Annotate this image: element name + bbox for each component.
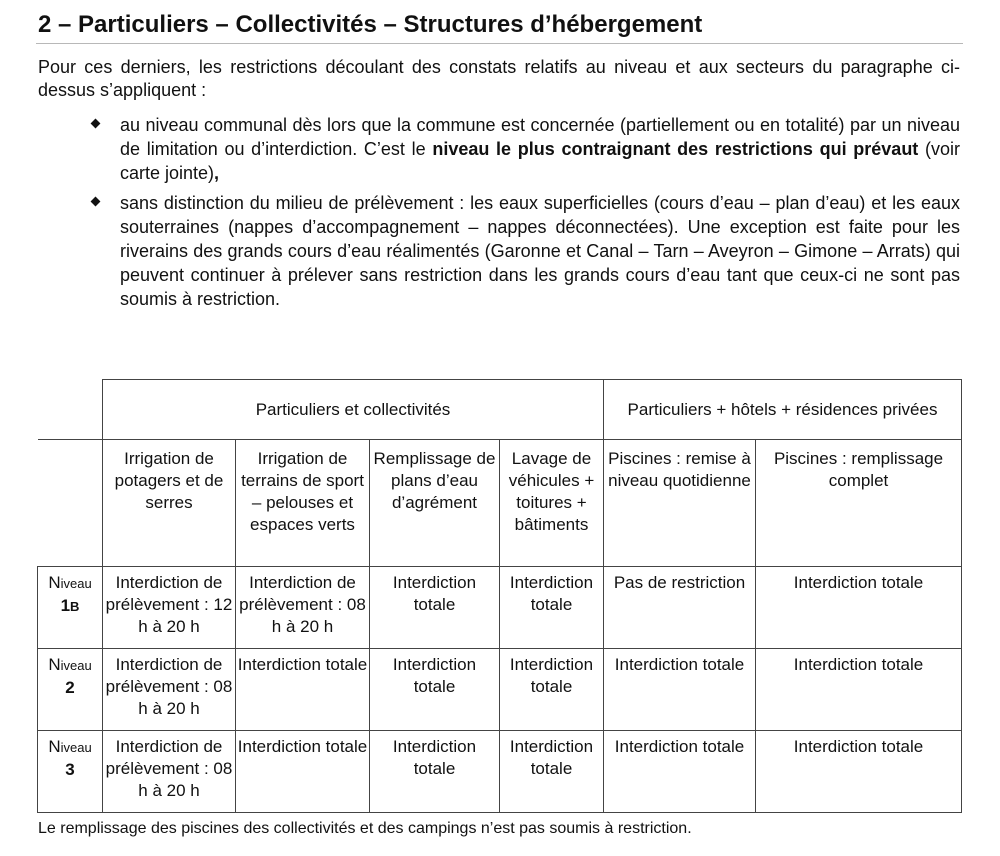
table-cell: Interdiction totale [500, 649, 604, 731]
table-row [38, 731, 962, 813]
column-header: Piscines : remise à niveau quotidienne [604, 440, 756, 567]
level-word-rest: iveau [60, 576, 92, 591]
diamond-bullet-icon [91, 119, 101, 129]
table-cell: Interdiction totale [756, 649, 962, 731]
level-number [38, 677, 102, 699]
section-heading: 2 – Particuliers – Collectivités – Structures d’hébergement [38, 11, 703, 38]
column-header: Lavage de véhicules + toitures + bâtiments [500, 440, 604, 567]
table-header-row [38, 440, 962, 567]
level-label [38, 567, 103, 649]
group-header-hotels: Particuliers + hôtels + résidences privées [604, 380, 962, 440]
intro-paragraph: Pour ces derniers, les restrictions découlant des constats relatifs au niveau et aux secteurs du paragraphe ci-dessus s’appliquent : [38, 57, 960, 100]
table-cell: Interdiction totale [500, 731, 604, 813]
level-label [38, 731, 103, 813]
diamond-bullet-icon [91, 197, 101, 207]
column-header: Piscines : remplissage complet [756, 440, 962, 567]
level-number-value: 1 [60, 596, 71, 615]
bullet-text-trailing-comma: , [214, 163, 220, 183]
level-word-initial: N [48, 737, 61, 756]
table-cell: Interdiction de prélèvement : 12 h à 20 h [103, 567, 236, 649]
table-cell: Interdiction de prélèvement : 08 h à 20 h [103, 649, 236, 731]
bullet-text-part: au niveau communal dès lors que la commune est concernée (partiellement ou en totalité) par un niveau de limitation ou d’interdiction. C’est le [120, 115, 960, 159]
table-group-row [38, 380, 962, 440]
table-cell: Interdiction totale [236, 649, 370, 731]
restrictions-table [37, 379, 962, 813]
footnote: Le remplissage des piscines des collectivités et des campings n’est pas soumis à restriction. [38, 820, 692, 837]
table-cell: Interdiction totale [370, 567, 500, 649]
column-header: Irrigation de potagers et de serres [103, 440, 236, 567]
table-corner-cell [38, 440, 103, 567]
bullet-text-emphasis: niveau le plus contraignant des restrictions qui prévaut [432, 139, 919, 159]
level-word [38, 572, 102, 595]
table-cell: Interdiction totale [604, 731, 756, 813]
bullet-text-part: (voir carte jointe) [120, 139, 961, 183]
column-header: Irrigation de terrains de sport – pelouses et espaces verts [236, 440, 370, 567]
group-header-particuliers: Particuliers et collectivités [103, 380, 604, 440]
table-cell: Interdiction de prélèvement : 08 h à 20 h [103, 731, 236, 813]
level-word-rest: iveau [60, 740, 92, 755]
level-word-initial: N [48, 655, 61, 674]
table-cell: Interdiction totale [370, 731, 500, 813]
table-row [38, 649, 962, 731]
column-header: Remplissage de plans d’eau d’agrément [370, 440, 500, 567]
table-cell: Interdiction totale [500, 567, 604, 649]
table-row [38, 567, 962, 649]
bullet-text [120, 115, 960, 183]
table-cell: Interdiction totale [370, 649, 500, 731]
table-corner-cell [38, 380, 103, 440]
level-word-initial: N [48, 573, 61, 592]
table-cell: Interdiction totale [236, 731, 370, 813]
table-cell: Pas de restriction [604, 567, 756, 649]
table-cell: Interdiction de prélèvement : 08 h à 20 h [236, 567, 370, 649]
level-label [38, 649, 103, 731]
bullet-list [38, 113, 960, 317]
level-number [38, 759, 102, 781]
bullet-item [38, 113, 960, 185]
heading-divider [36, 43, 963, 44]
table-cell: Interdiction totale [756, 731, 962, 813]
table-cell: Interdiction totale [756, 567, 962, 649]
bullet-text: sans distinction du milieu de prélèvement : les eaux superficielles (cours d’eau – plan d’eau) et les eaux souterraines (nappes d’accompagnement – nappes déconnectées). Une exception est faite pour les riverains des grands cours d’eau réalimentés (Garonne et Canal – Tarn – Aveyron – Gimone – Arrats) qui peuvent continuer à prélever sans restriction dans les grands cours d’eau tant que ceux-ci ne sont pas soumis à restriction. [120, 193, 960, 309]
level-number-value: 3 [65, 760, 75, 779]
level-number-suffix: B [70, 599, 80, 614]
table-cell: Interdiction totale [604, 649, 756, 731]
bullet-item [38, 191, 960, 311]
level-word [38, 654, 102, 677]
level-number-value: 2 [65, 678, 75, 697]
level-word-rest: iveau [60, 658, 92, 673]
level-number [38, 595, 102, 618]
level-word [38, 736, 102, 759]
